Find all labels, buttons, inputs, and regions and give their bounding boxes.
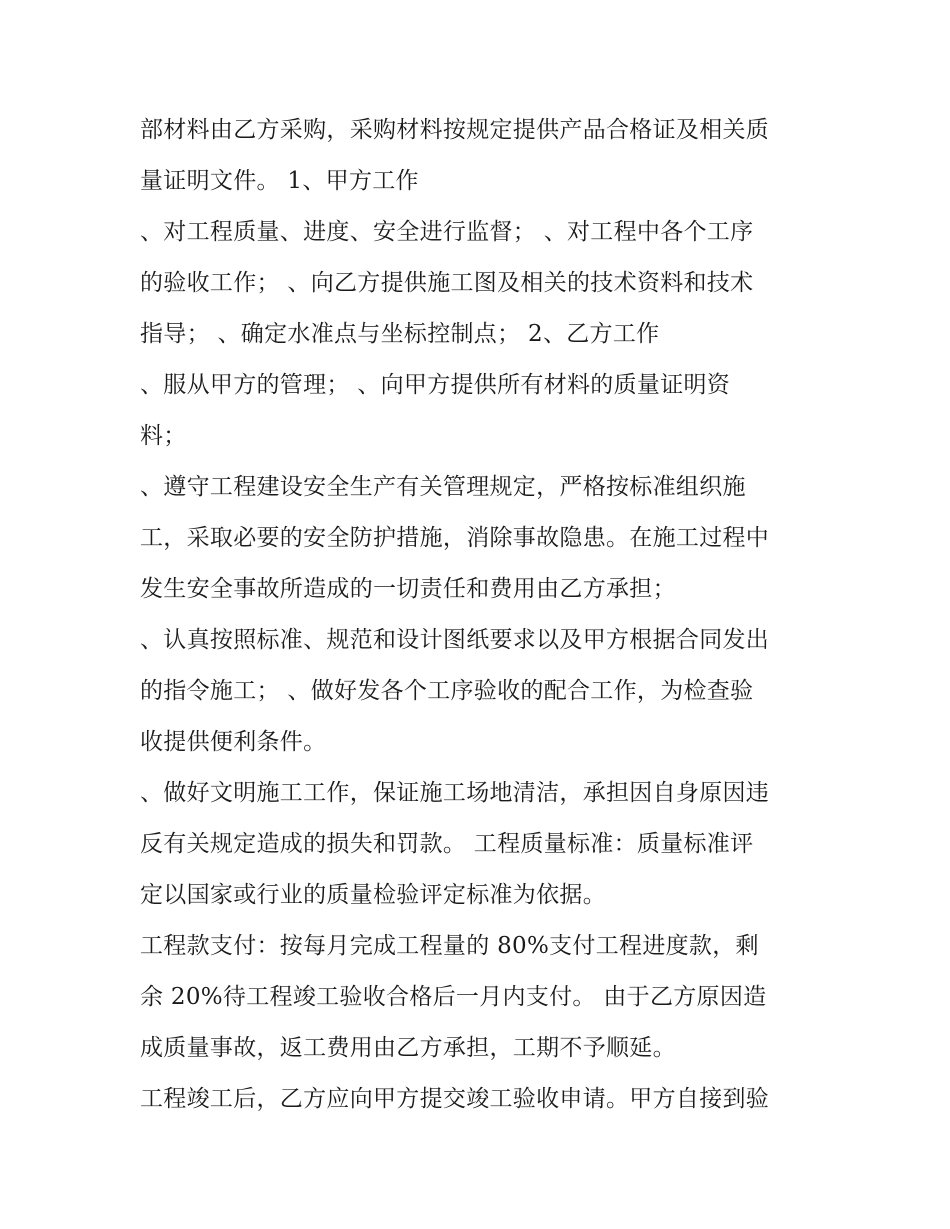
text-line: 的验收工作； 、向乙方提供施工图及相关的技术资料和技术 bbox=[140, 270, 754, 296]
document-body bbox=[140, 105, 820, 1125]
text-line: 定以国家或行业的质量检验评定标准为依据。 bbox=[140, 882, 606, 908]
text-line: 成质量事故，返工费用由乙方承担，工期不予顺延。 bbox=[140, 1035, 676, 1061]
text-line: 、服从甲方的管理； 、向甲方提供所有材料的质量证明资 bbox=[140, 372, 731, 398]
text-line: 、认真按照标准、规范和设计图纸要求以及甲方根据合同发出 bbox=[140, 627, 770, 653]
text-line: 工，采取必要的安全防护措施，消除事故隐患。在施工过程中 bbox=[140, 525, 770, 551]
text-line: 部材料由乙方采购，采购材料按规定提供产品合格证及相关质 bbox=[140, 117, 770, 143]
text-line: 量证明文件。 1、甲方工作 bbox=[140, 168, 419, 194]
text-line: 、对工程质量、进度、安全进行监督； 、对工程中各个工序 bbox=[140, 219, 754, 245]
text-line: 、遵守工程建设安全生产有关管理规定，严格按标准组织施 bbox=[140, 474, 746, 500]
text-line: 工程竣工后，乙方应向甲方提交竣工验收申请。甲方自接到验 bbox=[140, 1086, 770, 1112]
text-line: 料； bbox=[140, 423, 187, 449]
text-line: 发生安全事故所造成的一切责任和费用由乙方承担； bbox=[140, 576, 676, 602]
text-line: 余 20%待工程竣工验收合格后一月内支付。 由于乙方原因造 bbox=[140, 984, 767, 1010]
text-line: 的指令施工； 、做好发各个工序验收的配合工作，为检查验 bbox=[140, 678, 754, 704]
text-line: 反有关规定造成的损失和罚款。 工程质量标准：质量标准评 bbox=[140, 831, 754, 857]
text-line: 收提供便利条件。 bbox=[140, 729, 327, 755]
text-line: 工程款支付：按每月完成工程量的 80%支付工程进度款，剩 bbox=[140, 933, 759, 959]
text-line: 指导； 、确定水准点与坐标控制点； 2、乙方工作 bbox=[140, 321, 660, 347]
text-line: 、做好文明施工工作，保证施工场地清洁，承担因自身原因违 bbox=[140, 780, 770, 806]
